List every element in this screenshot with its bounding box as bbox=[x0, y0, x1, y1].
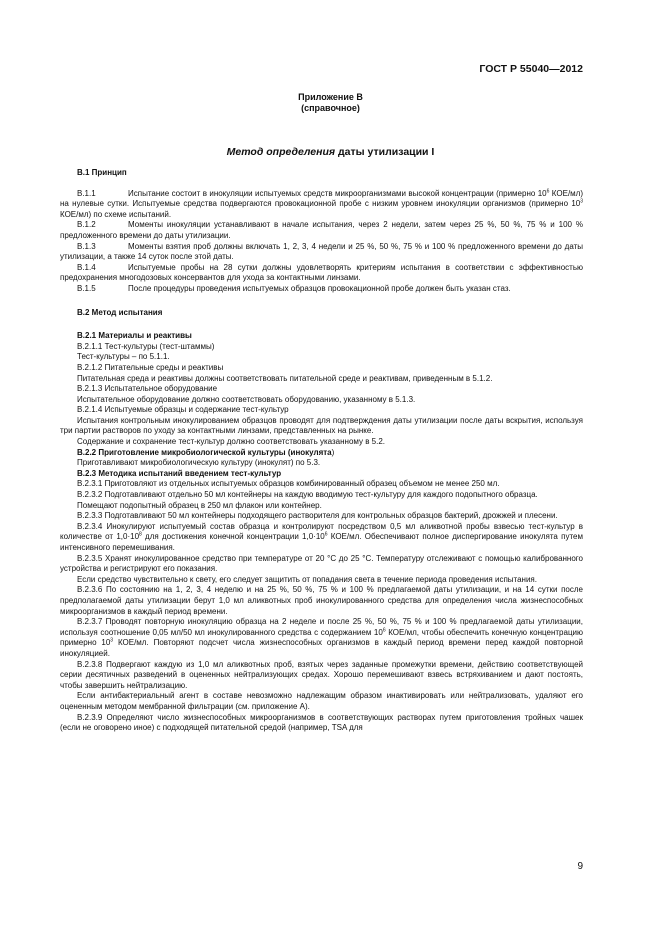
appendix-title: Приложение В bbox=[298, 92, 363, 102]
paragraph: Если средство чувствительно к свету, его следует защитить от попадания света в течение периода проведения испытания. bbox=[77, 574, 537, 584]
document-body bbox=[60, 168, 583, 734]
paragraph-text: КОЕ/мл. Повторяют подсчет числа жизнеспособных организмов в каждый период времени перед каждой повторной инокуляцией. bbox=[60, 638, 583, 658]
paragraph: Тест-культуры – по 5.1.1. bbox=[77, 352, 170, 362]
paragraph bbox=[60, 617, 583, 659]
paragraph-text: Моменты инокуляции устанавливают в начале испытания, через 2 недели, затем через 25 %, 50 %, 75 % и 100 % предложенного времени до даты утилизации. bbox=[60, 220, 583, 240]
paragraph bbox=[60, 522, 583, 554]
paragraph: В.2.3.6 По состоянию на 1, 2, 3, 4 неделю и на 25 %, 50 %, 75 % и 100 % предлагаемой даты утилизации, и на 14 сутки после предполагаемой даты утилизации берут 1,0 мл аликвотных проб инокулированного средства для определения числа жизнеспособных микроорганизмов в каждый период времени. bbox=[60, 585, 583, 616]
subsection-heading: В.2.1 Материалы и реактивы bbox=[77, 331, 192, 341]
section-heading: В.1 Принцип bbox=[77, 168, 127, 177]
paragraph: Помещают подопытный образец в 250 мл флакон или контейнер. bbox=[77, 500, 322, 510]
paragraph-text: для достижения конечной концентрации 1,0·10 bbox=[141, 532, 325, 542]
paragraph: В.2.3.2 Подготавливают отдельно 50 мл контейнеры на каждую вводимую тест-культуру для каждого подопытного образца. bbox=[77, 490, 538, 500]
subsection-heading: В.2.3 Методика испытаний введением тест-культур bbox=[77, 468, 282, 478]
superscript: 6 bbox=[546, 187, 550, 194]
superscript: 6 bbox=[324, 531, 328, 538]
paragraph-number: В.1.5 bbox=[77, 283, 96, 293]
paragraph-text: Испытуемые пробы на 28 сутки должны удовлетворять критериям испытания в соответствии с эффективностью предохранения многодозовых консервантов для ухода за контактными линзами. bbox=[60, 262, 583, 283]
paragraph: В.2.3.1 Приготовляют из отдельных испытуемых образцов комбинированный образец объемом не менее 250 мл. bbox=[77, 479, 500, 489]
superscript: 8 bbox=[139, 531, 142, 538]
paragraph-number: В.1.4 bbox=[77, 262, 96, 272]
main-title bbox=[0, 146, 661, 158]
paragraph: В.2.3.8 Подвергают каждую из 1,0 мл аликвотных проб, взятых через заданные промежутки времени, действию соответствующей серии десятичных разведений в оцененных нейтрализующих средах. Хорошо перемешивают взвесь встряхиванием и дают постоять, чтобы завершить нейтрализацию. bbox=[60, 659, 583, 690]
main-title-italic: Метод определения bbox=[226, 146, 336, 158]
paragraph: Испытательное оборудование должно соответствовать оборудованию, указанному в 5.1.3. bbox=[77, 394, 416, 404]
paragraph bbox=[60, 242, 583, 263]
paragraph: Если антибактериальный агент в составе невозможно надлежащим образом инактивировать или нейтрализовать, удаляют его оцененным методом мембранной фильтрации (см. приложение А). bbox=[60, 691, 583, 711]
paragraph-text: КОЕ/мл) по схеме испытаний. bbox=[60, 209, 172, 219]
heading-text: В.2.2 Приготовление микробиологической культуры (инокулята bbox=[77, 447, 332, 457]
appendix-subtitle: (справочное) bbox=[301, 103, 360, 113]
paragraph: В.2.1.3 Испытательное оборудование bbox=[77, 384, 218, 394]
paragraph-number: В.1.3 bbox=[77, 241, 96, 251]
paragraph-text: Испытание состоит в инокуляции испытуемых средств микроорганизмами высокой концентрации (примерно 10 bbox=[128, 188, 547, 198]
section-heading: В.2 Метод испытания bbox=[77, 307, 163, 317]
paragraph bbox=[60, 263, 583, 284]
paragraph bbox=[60, 189, 583, 221]
paragraph bbox=[60, 284, 583, 295]
paragraph-text: Моменты взятия проб должны включать 1, 2, 3, 4 недели и 25 %, 50 %, 75 % и 100 % предложенного времени до даты утилизации, а также 14 суток после этой даты. bbox=[60, 241, 583, 262]
document-id: ГОСТ Р 55040—2012 bbox=[479, 63, 583, 75]
paragraph-number: В.1.2 bbox=[77, 220, 96, 230]
paragraph: Приготавливают микробиологическую культуру (инокулят) по 5.3. bbox=[77, 458, 321, 468]
paragraph-text: В.2.3.4 Инокулируют испытуемый состав образца и контролируют посредством 0,5 мл аликвотной пробы взвесью тест-культур в количестве от 1,0·10 bbox=[60, 521, 583, 542]
paragraph: В.2.3.9 Определяют число жизнеспособных микроорганизмов в соответствующих растворах путем приготовления тройных чашек (если не оговорено иное) с подходящей питательной средой (например, TSA для bbox=[60, 712, 583, 733]
superscript: 6 bbox=[382, 627, 386, 634]
heading-text: ) bbox=[331, 447, 335, 457]
paragraph-text: КОЕ/мл, чтобы обеспечить конечную концентрацию примерно 10 bbox=[60, 627, 583, 648]
paragraph: Содержание и сохранение тест-культур должно соответствовать указанному в 5.2. bbox=[77, 437, 386, 447]
paragraph: Питательная среда и реактивы должны соответствовать питательной среде и реактивам, приведенным в 5.1.2. bbox=[77, 373, 493, 383]
superscript: 3 bbox=[580, 198, 583, 205]
paragraph: В.2.3.5 Хранят инокулированное средство при температуре от 20 °С до 25 °С. Температуру отслеживают с помощью калиброванного устройства и регистрируют его показания. bbox=[60, 553, 583, 574]
paragraph: В.2.1.2 Питательные среды и реактивы bbox=[77, 362, 224, 372]
paragraph-number: В.1.1 bbox=[77, 188, 96, 198]
paragraph-text: КОЕ/мл) на нулевые сутки. Испытуемые средства подвергаются провокационной пробе с низким уровнем инокуляции организмов (примерно 10 bbox=[60, 188, 583, 209]
paragraph: В.2.1.4 Испытуемые образцы и содержание тест-культур bbox=[77, 405, 289, 415]
paragraph: В.2.1.1 Тест-культуры (тест-штаммы) bbox=[77, 341, 215, 351]
main-title-rest: даты утилизации I bbox=[335, 146, 435, 158]
paragraph-text: В.2.3.7 Проводят повторную инокуляцию образца на 2 неделе и после 25 %, 50 %, 75 % и 100 % предлагаемой даты утилизации, используя соотношение 0,05 мл/50 мл инокулированного средства с содержанием 10 bbox=[60, 617, 583, 637]
paragraph: Испытания контрольным инокулированием образцов проводят для подтверждения даты утилизации после даты вскрытия, используя три партии растворов по уходу за контактными линзами, представленных на рынке. bbox=[60, 415, 583, 436]
paragraph-text: КОЕ/мл. Обеспечивают полное диспергирование инокулята путем интенсивного перемешивания. bbox=[60, 532, 583, 552]
page-number: 9 bbox=[577, 861, 583, 872]
paragraph: В.2.3.3 Подготавливают 50 мл контейнеры подходящего растворителя для контрольных образцов бактерий, дрожжей и плесени. bbox=[77, 511, 558, 521]
subsection-heading bbox=[60, 448, 583, 459]
paragraph-text: После процедуры проведения испытуемых образцов провокационной пробе должен быть указан стаз. bbox=[128, 283, 511, 293]
superscript: 3 bbox=[110, 637, 114, 644]
paragraph bbox=[60, 220, 583, 241]
